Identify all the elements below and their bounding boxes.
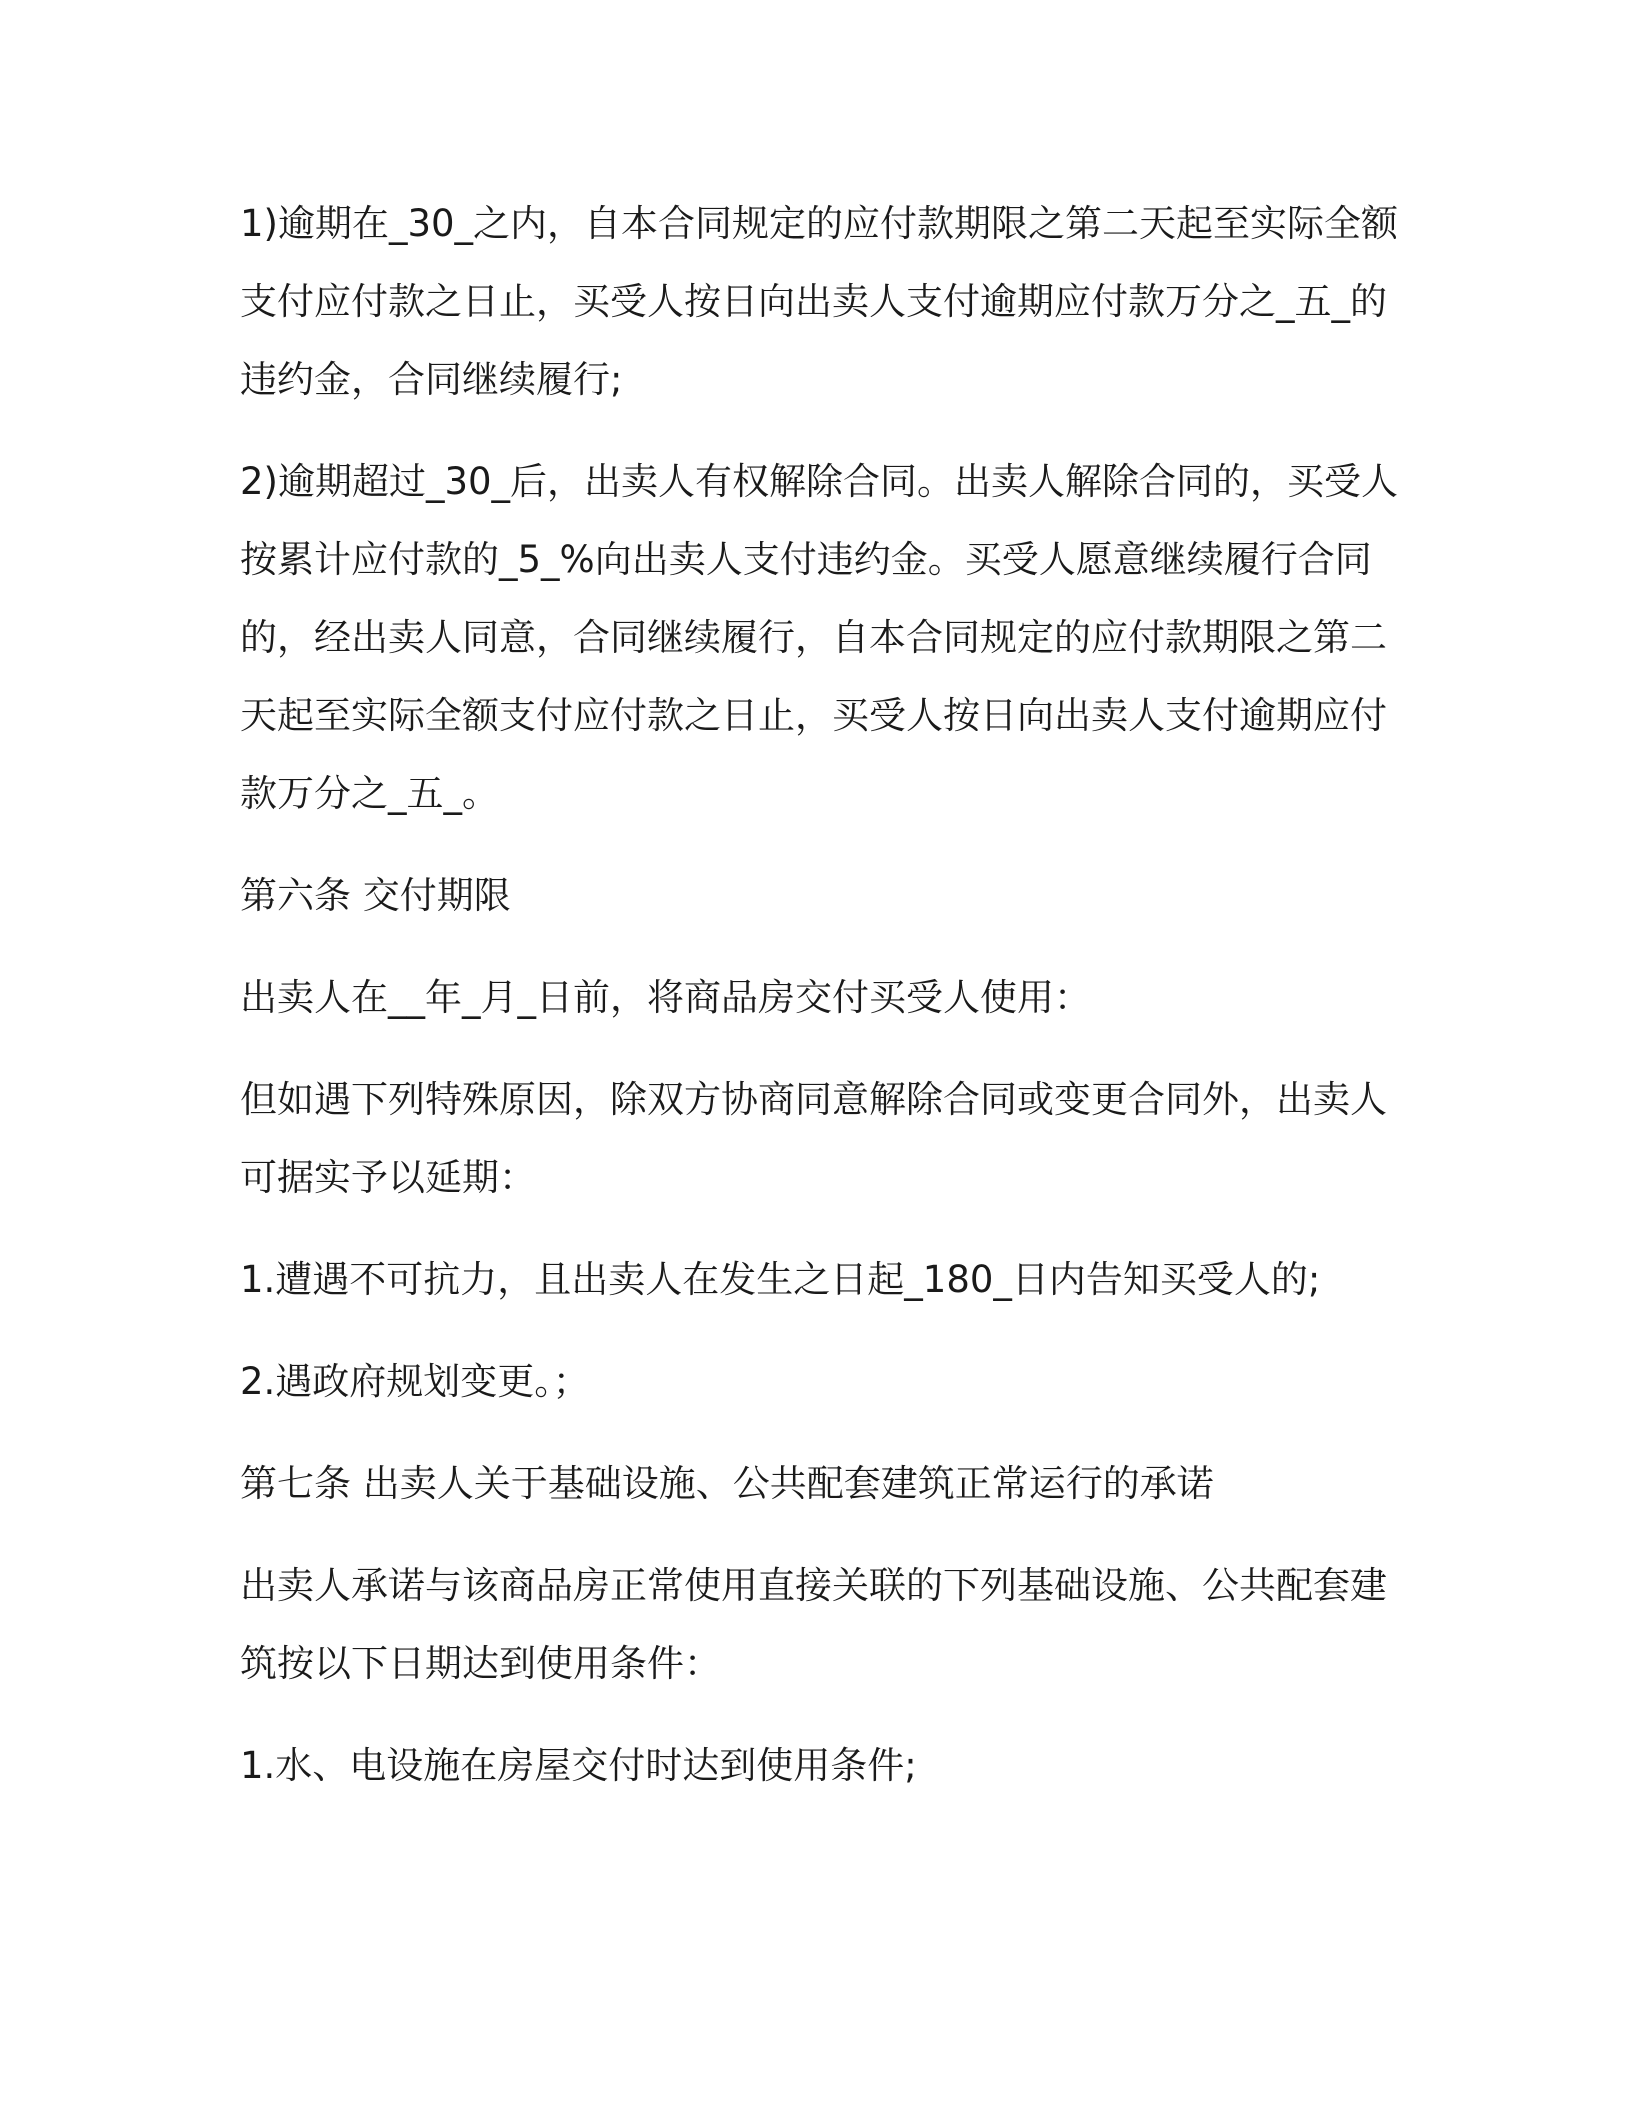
planning-change-item: 2.遇政府规划变更。；	[240, 1360, 590, 1403]
clause-overdue-within-30: 1)逾期在_30_之内，自本合同规定的应付款期限之第二天起至实际全额支付应付款之日止，买受人按日向出卖人支付逾期应付款万分之_五_的违约金，合同继续履行;	[240, 202, 1399, 401]
delivery-date-paragraph: 出卖人在__年_月_日前，将商品房交付买受人使用：	[240, 976, 1091, 1019]
article-7-heading: 第七条 出卖人关于基础设施、公共配套建筑正常运行的承诺	[240, 1462, 1214, 1505]
article-6-heading: 第六条 交付期限	[240, 874, 511, 917]
water-electricity-item: 1.水、电设施在房屋交付时达到使用条件;	[240, 1744, 917, 1787]
delay-exception-paragraph: 但如遇下列特殊原因，除双方协商同意解除合同或变更合同外，出卖人可据实予以延期：	[240, 1078, 1387, 1199]
document-body	[240, 185, 1400, 1829]
force-majeure-item: 1.遭遇不可抗力，且出卖人在发生之日起_180_日内告知买受人的;	[240, 1258, 1321, 1301]
infrastructure-commitment-paragraph: 出卖人承诺与该商品房正常使用直接关联的下列基础设施、公共配套建筑按以下日期达到使用条件：	[240, 1564, 1387, 1685]
clause-overdue-over-30: 2)逾期超过_30_后，出卖人有权解除合同。出卖人解除合同的，买受人按累计应付款的_5_%向出卖人支付违约金。买受人愿意继续履行合同的，经出卖人同意，合同继续履行，自本合同规定的应付款期限之第二天起至实际全额支付应付款之日止，买受人按日向出卖人支付逾期应付款万分之_五_。	[240, 460, 1399, 815]
